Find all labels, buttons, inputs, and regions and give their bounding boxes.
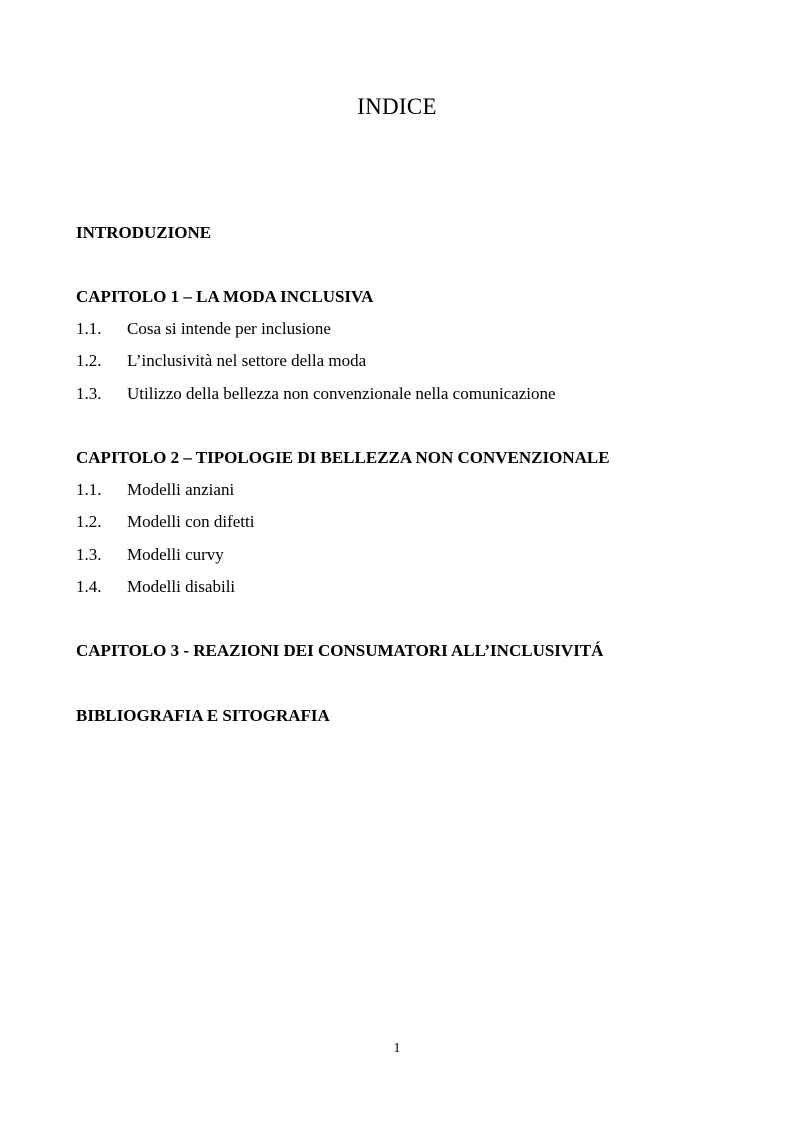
toc-item-text: Cosa si intende per inclusione (127, 319, 331, 338)
toc-item-number: 1.1. (76, 319, 102, 338)
toc-item-number: 1.1. (76, 480, 102, 499)
toc-chapter-2-heading: CAPITOLO 2 – TIPOLOGIE DI BELLEZZA NON CONVENZIONALE (76, 448, 610, 467)
toc-chapter-1-item (76, 351, 366, 371)
toc-item-text: L’inclusività nel settore della moda (127, 351, 367, 370)
toc-chapter-2-item (76, 545, 224, 565)
toc-chapter-2-item (76, 577, 235, 597)
toc-item-text: Modelli curvy (127, 545, 224, 564)
toc-item-text: Modelli con difetti (127, 512, 255, 531)
toc-chapter-2-item (76, 512, 254, 532)
toc-item-number: 1.4. (76, 577, 102, 596)
toc-item-number: 1.3. (76, 384, 102, 403)
toc-chapter-1-item (76, 384, 556, 404)
toc-item-text: Utilizzo della bellezza non convenzionale nella comunicazione (127, 384, 556, 403)
toc-bibliography: BIBLIOGRAFIA E SITOGRAFIA (76, 706, 330, 725)
toc-item-text: Modelli anziani (127, 480, 235, 499)
toc-chapter-1-item (76, 319, 331, 339)
toc-item-number: 1.2. (76, 512, 102, 531)
toc-item-number: 1.3. (76, 545, 102, 564)
toc-introduction: INTRODUZIONE (76, 223, 212, 242)
toc-chapter-2-item (76, 480, 234, 500)
page-title: INDICE (357, 94, 437, 119)
toc-item-number: 1.2. (76, 351, 102, 370)
toc-chapter-3-heading: CAPITOLO 3 - REAZIONI DEI CONSUMATORI ALL’INCLUSIVITÁ (76, 641, 604, 660)
page-number: 1 (393, 1041, 401, 1056)
toc-chapter-1-heading: CAPITOLO 1 – LA MODA INCLUSIVA (76, 287, 374, 306)
toc-item-text: Modelli disabili (127, 577, 236, 596)
